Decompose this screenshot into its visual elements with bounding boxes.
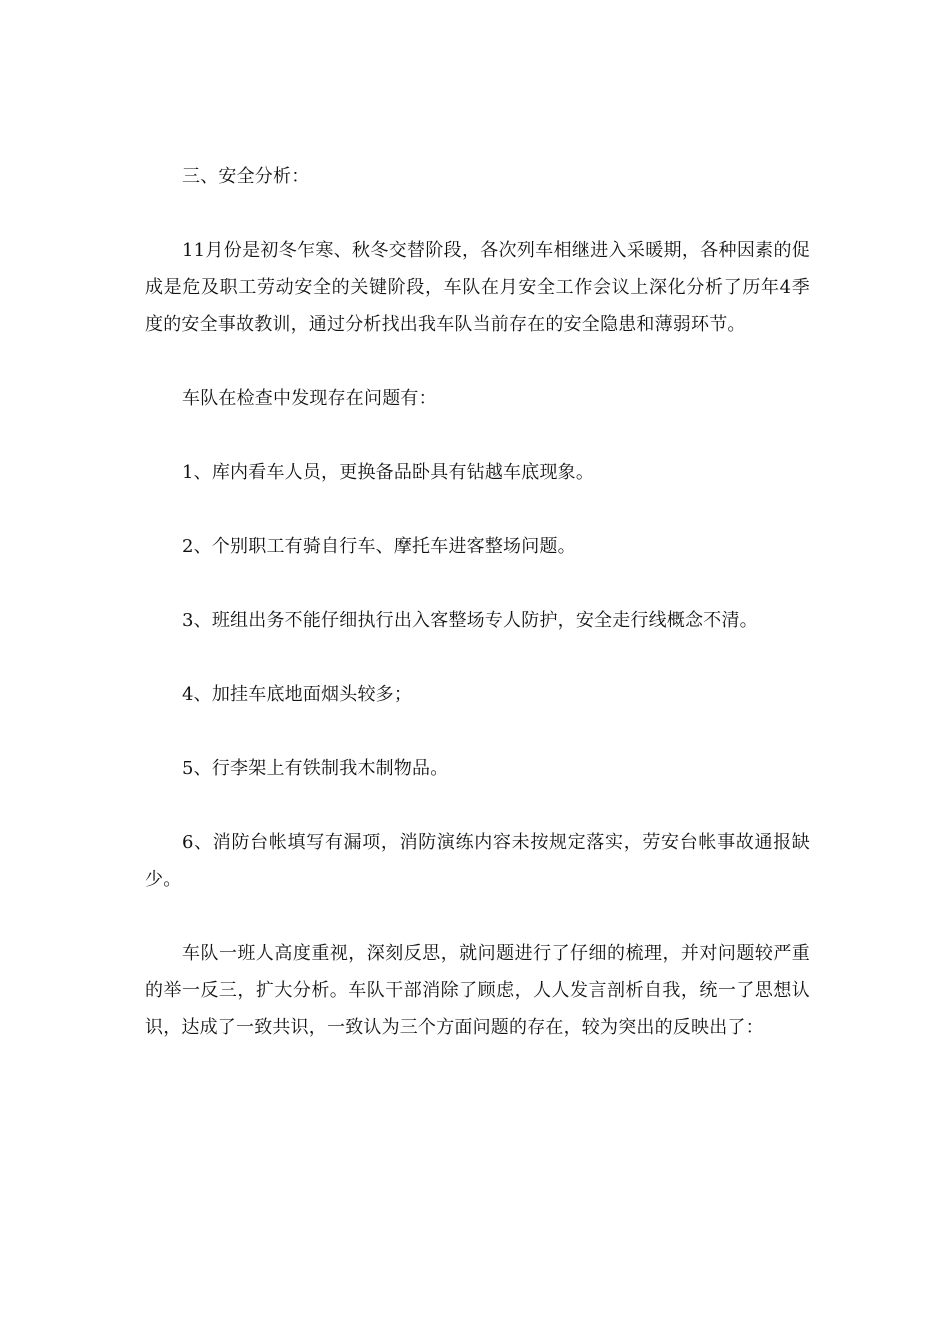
- paragraph-gap: [145, 195, 810, 232]
- paragraph-gap: [145, 565, 810, 602]
- intro-paragraph: 11月份是初冬乍寒、秋冬交替阶段，各次列车相继进入采暖期，各种因素的促成是危及职工劳动安全的关键阶段，车队在月安全工作会议上深化分析了历年4季度的安全事故教训，通过分析找出我车队当前存在的安全隐患和薄弱环节。: [145, 240, 810, 335]
- paragraph-gap: [145, 898, 810, 935]
- problems-heading: 车队在检查中发现存在问题有：: [182, 388, 437, 409]
- problem-item-4: 4、加挂车底地面烟头较多；: [182, 684, 413, 705]
- problem-item-2: 2、个别职工有骑自行车、摩托车进客整场问题。: [182, 536, 576, 557]
- problem-item-3: 3、班组出务不能仔细执行出入客整场专人防护，安全走行线概念不清。: [182, 610, 758, 631]
- paragraph-gap: [145, 491, 810, 528]
- paragraph-gap: [145, 787, 810, 824]
- paragraph-gap: [145, 417, 810, 454]
- paragraph-gap: [145, 343, 810, 380]
- paragraph-gap: [145, 639, 810, 676]
- conclusion-paragraph: 车队一班人高度重视，深刻反思，就问题进行了仔细的梳理，并对问题较严重的举一反三，扩大分析。车队干部消除了顾虑，人人发言剖析自我，统一了思想认识，达成了一致共识，一致认为三个方面问题的存在，较为突出的反映出了：: [145, 943, 810, 1038]
- paragraph-gap: [145, 713, 810, 750]
- problem-item-6: 6、消防台帐填写有漏项，消防演练内容未按规定落实，劳安台帐事故通报缺少。: [145, 832, 810, 890]
- problem-item-1: 1、库内看车人员，更换备品卧具有钻越车底现象。: [182, 462, 595, 483]
- document-body: [145, 158, 810, 1046]
- section-heading: 三、安全分析：: [182, 166, 310, 187]
- problem-item-5: 5、行李架上有铁制我木制物品。: [182, 758, 449, 779]
